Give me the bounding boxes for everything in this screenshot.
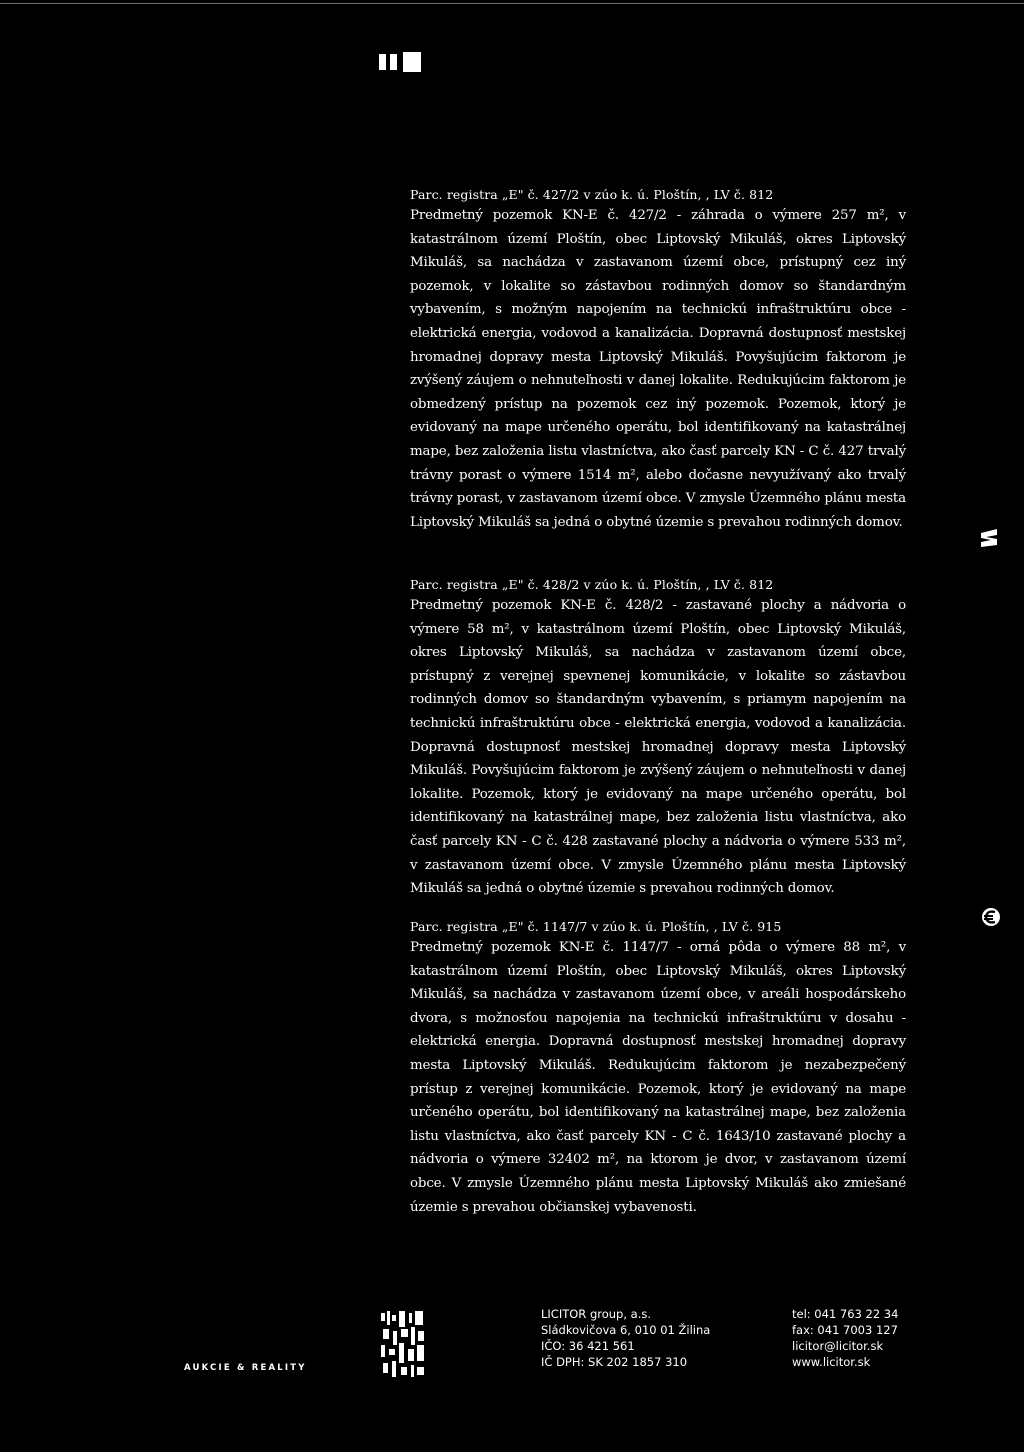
- brand-tagline: AUKCIE & REALITY: [184, 1363, 307, 1373]
- contact-email[interactable]: licitor@licitor.sk: [792, 1339, 884, 1353]
- section-heading: Parc. registra „E" č. 1147/7 v zúo k. ú. Ploštín, , LV č. 915: [410, 919, 782, 934]
- contact-info: [792, 1306, 898, 1370]
- section-body: Predmetný pozemok KN-E č. 1147/7 - orná pôda o výmere 88 m², v katastrálnom území Ploštín, obec Liptovský Mikuláš, okres Liptovský Mikuláš, sa nachádza v zastavanom území obce, v areáli hospodárskeho dvora, s možnosťou napojenia na technickú infraštruktúru v dosahu - elektrická energia. Dopravná dostupnosť mestskej hromadnej dopravy mesta Liptovský Mikuláš. Redukujúcim faktorom je nezabezpečený prístup z verejnej komunikácie. Pozemok, ktorý je evidovaný na mape určeného operátu, bol identifikovaný na katastrálnej mape, bez založenia listu vlastníctva, ako časť parcely KN - C č. 1643/10 zastavané plochy a nádvoria o výmere 32402 m², na ktorom je dvor, v zastavanom území obce. V zmysle Územného plánu mesta Liptovský Mikuláš ako zmiešané územie s prevahou občianskej vybavenosti.: [410, 940, 906, 1215]
- company-vat: IČ DPH: SK 202 1857 310: [541, 1355, 688, 1369]
- logo-mark-icon: [378, 52, 428, 72]
- top-rule: [0, 3, 1024, 4]
- euro-badge-icon: [980, 906, 1002, 928]
- euro-badge-icon: [978, 527, 1000, 549]
- section-parcel-428-2: [410, 576, 906, 901]
- section-body: Predmetný pozemok KN-E č. 428/2 - zastavané plochy a nádvoria o výmere 58 m², v katastrálnom území Ploštín, obec Liptovský Mikuláš, okres Liptovský Mikuláš, sa nachádza v zastavanom území obce, prístupný z verejnej spevnenej komunikácie, v lokalite so zástavbou rodinných domov so štandardným vybavením, s priamym napojením na technickú infraštruktúru obce - elektrická energia, vodovod a kanalizácia. Dopravná dostupnosť mestskej hromadnej dopravy mesta Liptovský Mikuláš. Povyšujúcim faktorom je zvýšený záujem o nehnuteľnosti v danej lokalite. Pozemok, ktorý je evidovaný na mape určeného operátu, bol identifikovaný na katastrálnej mape, bez založenia listu vlastníctva, ako časť parcely KN - C č. 428 zastavané plochy a nádvoria o výmere 533 m², v zastavanom území obce. V zmysle Územného plánu mesta Liptovský Mikuláš sa jedná o obytné územie s prevahou rodinných domov.: [410, 598, 906, 897]
- company-address: Sládkovičova 6, 010 01 Žilina: [541, 1323, 711, 1337]
- qr-code-icon: [381, 1311, 437, 1379]
- contact-website[interactable]: www.licitor.sk: [792, 1355, 871, 1369]
- section-parcel-427-2: [410, 186, 906, 534]
- section-body: Predmetný pozemok KN-E č. 427/2 - záhrada o výmere 257 m², v katastrálnom území Ploštín, obec Liptovský Mikuláš, okres Liptovský Mikuláš, sa nachádza v zastavanom území obce, prístupný cez iný pozemok, v lokalite so zástavbou rodinných domov so štandardným vybavením, s možným napojením na technickú infraštruktúru obce - elektrická energia, vodovod a kanalizácia. Dopravná dostupnosť mestskej hromadnej dopravy mesta Liptovský Mikuláš. Povyšujúcim faktorom je zvýšený záujem o nehnuteľnosti v danej lokalite. Redukujúcim faktorom je obmedzený prístup na pozemok cez iný pozemok. Pozemok, ktorý je evidovaný na mape určeného operátu, bol identifikovaný na katastrálnej mape, bez založenia listu vlastníctva, ako časť parcely KN - C č. 427 trvalý trávny porast o výmere 1514 m², alebo dočasne nevyužívaný ako trvalý trávny porast, v zastavanom území obce. V zmysle Územného plánu mesta Liptovský Mikuláš sa jedná o obytné územie s prevahou rodinných domov.: [410, 208, 906, 530]
- section-parcel-1147-7: [410, 918, 906, 1219]
- company-name: LICITOR group, a.s.: [541, 1307, 652, 1321]
- contact-phone: tel: 041 763 22 34: [792, 1307, 899, 1321]
- section-heading: Parc. registra „E" č. 428/2 v zúo k. ú. Ploštín, , LV č. 812: [410, 577, 774, 592]
- company-info: [541, 1306, 710, 1370]
- contact-fax: fax: 041 7003 127: [792, 1323, 898, 1337]
- company-ico: IČO: 36 421 561: [541, 1339, 635, 1353]
- section-heading: Parc. registra „E" č. 427/2 v zúo k. ú. Ploštín, , LV č. 812: [410, 187, 774, 202]
